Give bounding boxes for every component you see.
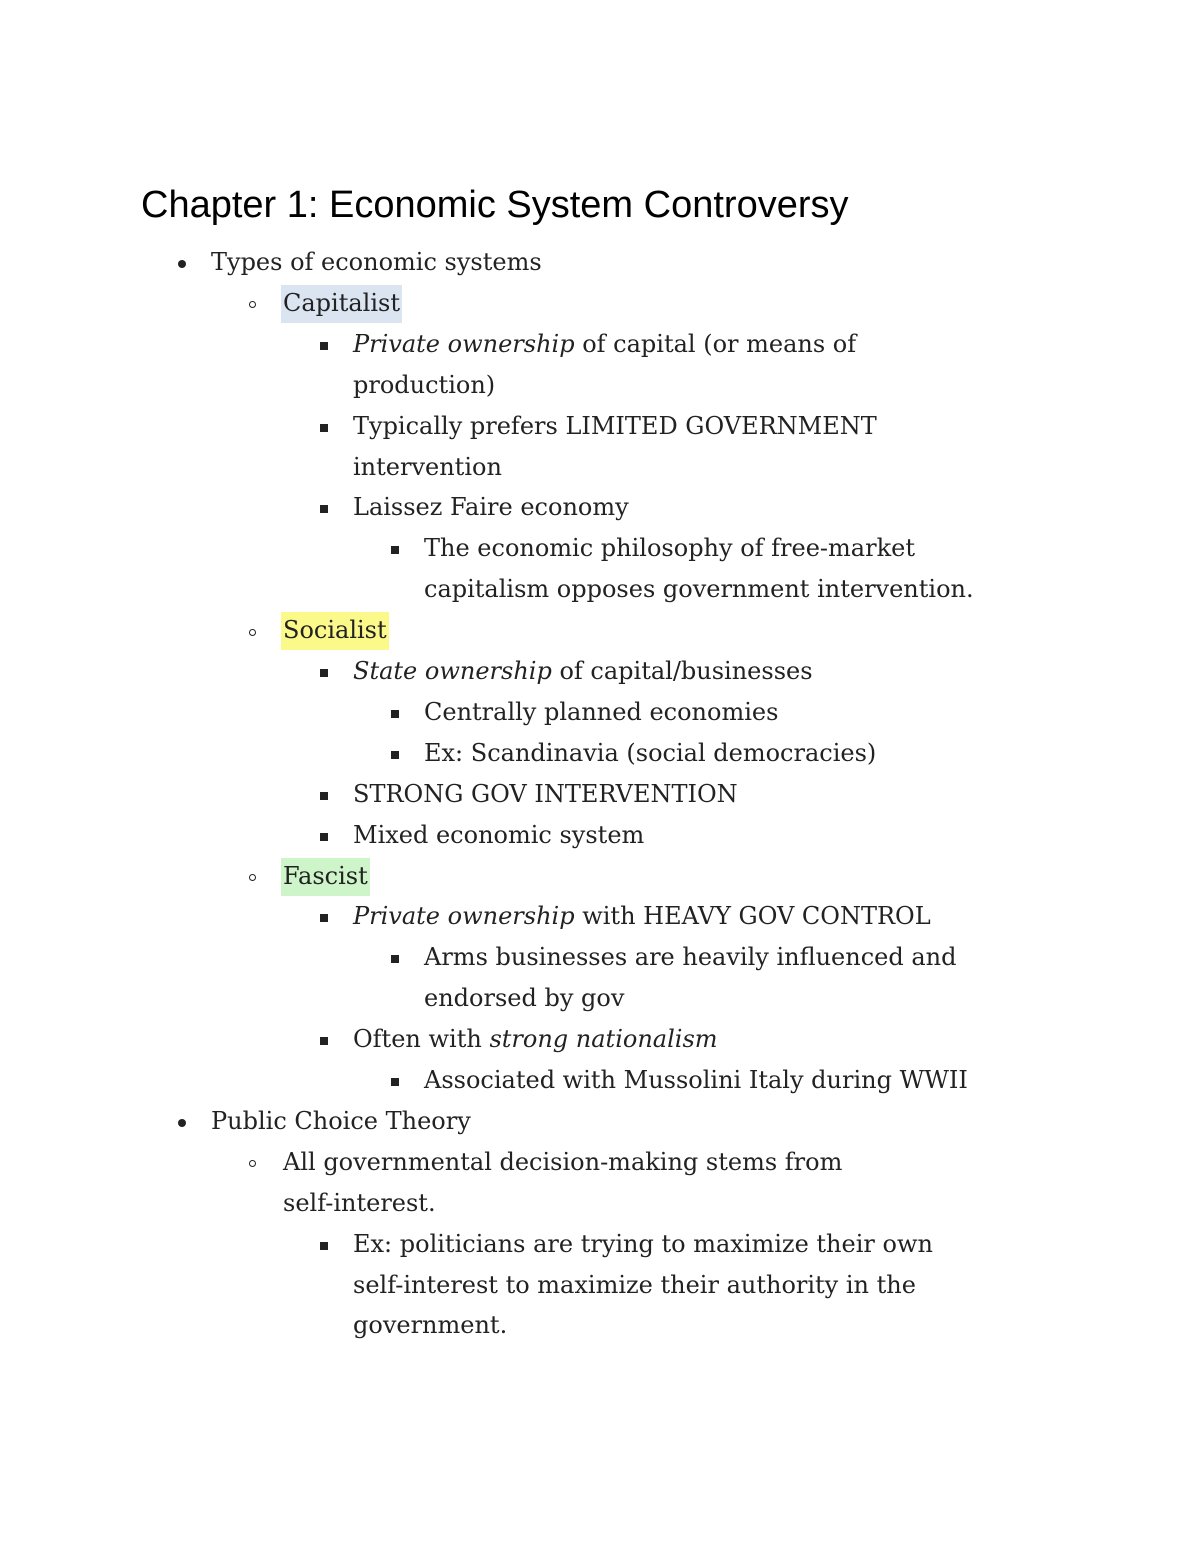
- list-item-level-3: [353, 896, 931, 936]
- item-text: STRONG GOV INTERVENTION: [353, 779, 738, 808]
- circle-bullet-icon: [249, 874, 256, 881]
- list-item-level-3: [353, 651, 813, 691]
- list-item-level-3: [353, 1265, 916, 1305]
- item-text: self-interest.: [283, 1188, 436, 1217]
- square-bullet-icon: [391, 955, 399, 963]
- square-bullet-icon: [320, 505, 328, 513]
- list-item-level-3: [353, 774, 738, 814]
- list-item-level-4: [424, 1060, 968, 1100]
- item-text: capitalism opposes government intervention.: [424, 575, 974, 604]
- list-item-level-2: [283, 610, 389, 650]
- item-text: Centrally planned economies: [424, 697, 779, 726]
- highlighted-term: Socialist: [281, 612, 389, 650]
- italic-text: State ownership: [353, 657, 552, 685]
- item-text: Ex: politicians are trying to maximize their own: [353, 1229, 933, 1258]
- square-bullet-icon: [320, 1037, 328, 1045]
- item-text: Types of economic systems: [211, 248, 542, 276]
- highlighted-term: Capitalist: [281, 285, 402, 323]
- circle-bullet-icon: [249, 301, 256, 308]
- square-bullet-icon: [391, 751, 399, 759]
- list-item-level-3: [353, 815, 644, 855]
- circle-bullet-icon: [249, 1160, 256, 1167]
- list-item-level-2: [283, 283, 402, 323]
- list-item-level-3: [353, 487, 629, 527]
- square-bullet-icon: [320, 669, 328, 677]
- square-bullet-icon: [391, 710, 399, 718]
- item-text: Typically prefers LIMITED GOVERNMENT: [353, 411, 877, 440]
- list-item-level-4: [424, 733, 876, 773]
- item-text: Ex: Scandinavia (social democracies): [424, 738, 877, 767]
- list-item-level-1: [211, 1101, 471, 1141]
- item-text: government.: [353, 1311, 508, 1340]
- item-text: Associated with Mussolini Italy during WWII: [424, 1066, 968, 1094]
- square-bullet-icon: [391, 546, 399, 554]
- italic-text: Private ownership: [353, 329, 575, 358]
- list-item-level-1: [211, 242, 542, 282]
- list-item-level-3: [353, 1305, 507, 1345]
- item-text: of capital/businesses: [551, 657, 813, 685]
- item-text: Mixed economic system: [353, 820, 645, 849]
- italic-text: Private ownership: [353, 902, 575, 931]
- item-text: endorsed by gov: [424, 984, 625, 1013]
- list-item-level-2: [283, 856, 370, 896]
- item-text: Often with: [353, 1025, 490, 1054]
- list-item-level-3: [353, 1019, 718, 1059]
- item-text: The economic philosophy of free-market: [424, 534, 915, 563]
- item-text: self-interest to maximize their authority in the: [353, 1270, 916, 1299]
- disc-bullet-icon: [178, 1119, 186, 1127]
- square-bullet-icon: [320, 792, 328, 800]
- disc-bullet-icon: [178, 260, 186, 268]
- list-item-level-3: [353, 406, 877, 446]
- list-item-level-3: [353, 447, 502, 487]
- list-item-level-4: [424, 569, 974, 609]
- list-item-level-4: [424, 937, 956, 977]
- item-text: Laissez Faire economy: [353, 493, 629, 522]
- page-title: Chapter 1: Economic System Controversy: [141, 184, 849, 226]
- square-bullet-icon: [391, 1078, 399, 1086]
- list-item-level-4: [424, 528, 915, 568]
- square-bullet-icon: [320, 833, 328, 841]
- square-bullet-icon: [320, 1242, 328, 1250]
- list-item-level-2: [283, 1142, 842, 1182]
- item-text: Arms businesses are heavily influenced and: [424, 943, 957, 972]
- item-text: intervention: [353, 452, 502, 481]
- list-item-level-2: [283, 1183, 436, 1223]
- list-item-level-4: [424, 978, 624, 1018]
- list-item-level-3: [353, 324, 856, 364]
- item-text: All governmental decision-making stems from: [283, 1147, 843, 1176]
- item-text: production): [353, 370, 496, 399]
- italic-text: strong nationalism: [489, 1025, 718, 1054]
- item-text: with HEAVY GOV CONTROL: [574, 902, 931, 931]
- list-item-level-3: [353, 365, 495, 405]
- highlighted-term: Fascist: [281, 858, 370, 896]
- circle-bullet-icon: [249, 629, 256, 636]
- list-item-level-4: [424, 692, 778, 732]
- item-text: Public Choice Theory: [211, 1106, 471, 1135]
- square-bullet-icon: [320, 342, 328, 350]
- square-bullet-icon: [320, 424, 328, 432]
- list-item-level-3: [353, 1224, 933, 1264]
- item-text: of capital (or means of: [574, 329, 857, 358]
- square-bullet-icon: [320, 914, 328, 922]
